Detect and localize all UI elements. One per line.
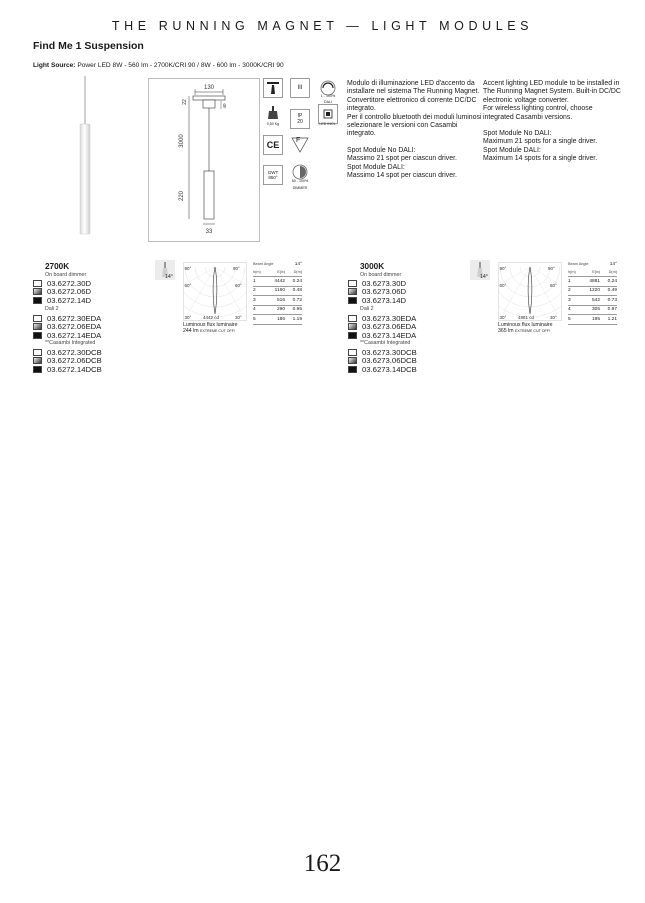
finish-swatch — [348, 332, 357, 339]
col-diameter: D(m) — [608, 270, 617, 274]
finish-swatch — [348, 288, 357, 295]
product-code-row — [348, 314, 416, 323]
desc-en-p1: Accent lighting LED module to be installed in The Running Magnet System. Built-in DC/DC electronic voltage converter. — [483, 80, 621, 104]
desc-en-p2: For wireless lighting control, choose integrated Casambi versions. — [483, 105, 593, 121]
polar-angle-90-left: 90° — [499, 266, 507, 271]
finish-swatch — [33, 288, 42, 295]
dimming-range-top: 1 - 100% — [320, 94, 336, 98]
ip-label: IP — [297, 113, 303, 119]
beam-angle-label: Beam Angle — [253, 262, 274, 266]
table-row — [253, 287, 302, 297]
group-label-dimmer: On board dimmer — [360, 272, 402, 278]
cell-diameter: 0.97 — [607, 307, 617, 313]
desc-it-p5: Spot Module DALI: — [347, 163, 405, 171]
cell-diameter: 0.72 — [292, 297, 302, 303]
product-code: 03.6272.06EDA — [47, 322, 102, 332]
cell-height: 5 — [253, 316, 256, 322]
polar-light-diagram — [498, 262, 562, 322]
product-code: 03.6273.14DCB — [362, 364, 417, 374]
cell-illuminance: 1160 — [274, 288, 285, 294]
finish-swatch — [33, 366, 42, 373]
light-source-label: Light Source: — [33, 62, 76, 69]
finish-swatch — [348, 297, 357, 304]
class-iii-label: III — [297, 85, 303, 91]
product-name: Find Me 1 Suspension — [33, 40, 144, 52]
cell-illuminance: 1220 — [589, 288, 600, 294]
glow-wire-icon — [263, 165, 283, 185]
product-code-row — [348, 331, 416, 340]
polar-angle-60-right: 60° — [550, 283, 557, 288]
cell-diameter: 1.19 — [292, 316, 302, 322]
cell-diameter: 0.24 — [292, 278, 302, 284]
flux-value: 244 lm — [183, 328, 199, 334]
finish-swatch — [348, 357, 357, 364]
product-code: 03.6272.14EDA — [47, 330, 102, 340]
ce-mark-icon — [263, 135, 283, 155]
ce-label: CE — [266, 140, 280, 150]
desc-it-p4: Massimo 21 spot per ciascun driver. — [347, 155, 457, 163]
group-label-casambi: **Casambi Integrated — [45, 340, 96, 346]
product-code-row — [33, 279, 91, 288]
finish-swatch — [33, 332, 42, 339]
product-code-row — [33, 357, 102, 366]
col-height: h(m) — [253, 270, 261, 274]
polar-peak-intensity: 4881 cd — [518, 315, 535, 320]
table-header — [253, 268, 302, 277]
desc-it-p1: Modulo di illuminazione LED d'accento da installare nel sistema The Running Magnet. Convertitore elettronico di corrente DC/DC integrato. — [347, 80, 480, 113]
product-code: 03.6273.30DCB — [362, 347, 417, 357]
finish-swatch — [33, 349, 42, 356]
light-source-value: Power LED 8W - 560 lm - 2700K/CRI 90 / 8W - 600 lm - 3000K/CRI 90 — [77, 62, 284, 69]
polar-angle-90-right: 90° — [233, 266, 240, 271]
polar-angle-60-left: 60° — [499, 283, 507, 288]
f-mark-icon — [290, 135, 310, 155]
gwt-value: 850° — [268, 175, 278, 180]
cell-diameter: 0.73 — [607, 297, 617, 303]
product-code: 03.6272.14DCB — [47, 364, 102, 374]
beam-illuminance-table — [253, 260, 302, 325]
dimming-range-bottom: 50 - 100% — [291, 179, 309, 183]
color-temperature: 3000K — [360, 262, 385, 271]
gwt-label: GWT — [267, 170, 279, 175]
product-code: 03.6272.14D — [47, 295, 92, 305]
cell-height: 5 — [568, 316, 571, 322]
product-code-row — [348, 357, 417, 366]
cell-diameter: 0.49 — [607, 288, 617, 294]
col-height: h(m) — [568, 270, 576, 274]
group-label-dimmer: On board dimmer — [45, 272, 87, 278]
product-code: 03.6273.14D — [362, 295, 407, 305]
dim-cable-length: 3000 — [179, 134, 185, 148]
cell-illuminance: 542 — [591, 297, 600, 303]
product-code: 03.6272.30DCB — [47, 347, 102, 357]
dimmer-label: DIMMER — [292, 186, 308, 190]
ip-rating-icon — [290, 109, 310, 129]
product-code-row — [348, 296, 406, 305]
finish-swatch — [33, 297, 42, 304]
cell-height: 1 — [253, 278, 256, 284]
cell-illuminance: 195 — [591, 316, 600, 322]
col-illuminance: E(lx) — [592, 270, 600, 274]
polar-peak-intensity: 4442 cd — [203, 315, 220, 320]
beam-angle-value: 14° — [609, 261, 617, 267]
desc-it-p3: Spot Module No DALI: — [347, 146, 416, 154]
product-code-row — [348, 279, 406, 288]
desc-en-p3: Spot Module No DALI: — [483, 130, 552, 138]
weight-label: 0,50 Kg — [266, 122, 280, 126]
dim-diameter: 33 — [205, 229, 213, 235]
desc-it-p2: Per il controllo bluetooth dei moduli luminosi selezionare le versioni con Casambi integrato. — [347, 113, 482, 138]
technical-drawing — [148, 78, 260, 242]
cell-height: 3 — [253, 297, 256, 303]
cell-illuminance: 4442 — [274, 278, 285, 284]
product-code-row — [348, 288, 406, 297]
cell-illuminance: 305 — [591, 307, 600, 313]
polar-angle-90-left: 90° — [184, 266, 192, 271]
product-code-row — [33, 365, 102, 374]
description-italian — [347, 80, 487, 180]
table-row — [568, 296, 617, 306]
beam-angle-tag: 14° — [164, 274, 173, 280]
class-iii-icon — [290, 78, 310, 98]
cell-diameter: 0.95 — [292, 307, 302, 313]
product-code-row — [33, 348, 102, 357]
luminous-flux-block — [183, 322, 238, 334]
product-code: 03.6273.14EDA — [362, 330, 417, 340]
polar-angle-30-right: 30° — [550, 315, 557, 320]
product-code-row — [348, 365, 417, 374]
product-code: 03.6273.06EDA — [362, 322, 417, 332]
luminous-flux-block — [498, 322, 553, 334]
product-code: 03.6273.30D — [362, 278, 407, 288]
beam-angle-tag: 14° — [479, 274, 488, 280]
polar-angle-30-left: 30° — [499, 315, 507, 320]
dim-small-b: 40 — [222, 103, 227, 109]
table-row — [568, 315, 617, 325]
table-row — [253, 315, 302, 325]
group-label-dali: Dali 2 — [360, 306, 374, 312]
cell-height: 4 — [568, 307, 571, 313]
cell-diameter: 0.24 — [607, 278, 617, 284]
product-code-row — [33, 314, 101, 323]
polar-angle-90-right: 90° — [548, 266, 555, 271]
product-code-row — [33, 288, 91, 297]
product-code-row — [33, 331, 101, 340]
page-number: 162 — [303, 850, 342, 877]
finish-swatch — [348, 366, 357, 373]
flux-label: Luminous flux luminaire — [183, 322, 238, 328]
table-row — [253, 306, 302, 316]
dim-body-length: 220 — [179, 190, 185, 202]
polar-angle-60-left: 60° — [184, 283, 192, 288]
product-code-row — [33, 323, 101, 332]
table-header — [568, 268, 617, 277]
led-included-icon — [318, 104, 338, 124]
col-illuminance: E(lx) — [277, 270, 285, 274]
f-mark-label: F — [296, 137, 301, 144]
ip-value: 20 — [297, 119, 303, 125]
table-row — [568, 306, 617, 316]
finish-swatch — [33, 357, 42, 364]
catalog-section-title: THE RUNNING MAGNET — LIGHT MODULES — [111, 19, 534, 33]
product-code: 03.6272.30EDA — [47, 313, 102, 323]
product-code: 03.6273.06D — [362, 287, 407, 297]
product-code-row — [348, 323, 416, 332]
cell-diameter: 1.21 — [607, 316, 617, 322]
polar-light-diagram — [183, 262, 247, 322]
desc-it-p6: Massimo 14 spot per ciascun driver. — [347, 172, 457, 180]
finish-swatch — [33, 323, 42, 330]
flux-label: Luminous flux luminaire — [498, 322, 553, 328]
cell-height: 4 — [253, 307, 256, 313]
cell-height: 3 — [568, 297, 571, 303]
product-code-row — [348, 348, 417, 357]
led-included-label: LED INCL. — [319, 122, 337, 126]
col-diameter: D(m) — [293, 270, 302, 274]
finish-swatch — [348, 315, 357, 322]
group-label-casambi: **Casambi Integrated — [360, 340, 411, 346]
cell-height: 2 — [253, 288, 256, 294]
track-mount-icon — [263, 78, 283, 98]
cell-height: 2 — [568, 288, 571, 294]
beam-illuminance-table — [568, 260, 617, 325]
product-code: 03.6273.30EDA — [362, 313, 417, 323]
table-row — [253, 296, 302, 306]
table-row — [568, 287, 617, 297]
product-code-row — [33, 296, 91, 305]
table-row — [253, 277, 302, 287]
group-label-dali: Dali 2 — [45, 306, 59, 312]
desc-en-p5: Spot Module DALI: — [483, 146, 541, 154]
finish-swatch — [33, 315, 42, 322]
cell-illuminance: 4881 — [589, 278, 600, 284]
cut-off-label: EXTREME CUT OFF! — [200, 329, 235, 333]
dim-small-a: 22 — [182, 99, 188, 105]
product-code: 03.6273.06DCB — [362, 356, 417, 366]
cell-height: 1 — [568, 278, 571, 284]
finish-swatch — [348, 280, 357, 287]
polar-angle-60-right: 60° — [235, 283, 242, 288]
table-row — [568, 277, 617, 287]
cut-off-label: EXTREME CUT OFF! — [515, 329, 550, 333]
dali-label: DALI — [324, 100, 332, 104]
lamp-shape-icon — [263, 104, 283, 124]
product-code: 03.6272.06DCB — [47, 356, 102, 366]
product-code: 03.6272.30D — [47, 278, 92, 288]
flux-value: 365 lm — [498, 328, 514, 334]
beam-angle-label: Beam Angle — [568, 262, 589, 266]
finish-swatch — [348, 349, 357, 356]
product-code: 03.6272.06D — [47, 287, 92, 297]
description-english — [483, 80, 623, 164]
beam-angle-value: 14° — [294, 261, 302, 267]
cell-diameter: 0.48 — [292, 288, 302, 294]
finish-swatch — [33, 280, 42, 287]
dim-width-top: 130 — [203, 85, 215, 91]
color-temperature: 2700K — [45, 262, 70, 271]
polar-angle-30-right: 30° — [235, 315, 242, 320]
desc-en-p4: Maximum 21 spots for a single driver. — [483, 138, 598, 146]
finish-swatch — [348, 323, 357, 330]
polar-angle-30-left: 30° — [184, 315, 192, 320]
cell-illuminance: 186 — [276, 316, 285, 322]
cell-illuminance: 516 — [276, 297, 285, 303]
product-photo — [70, 76, 100, 236]
cell-illuminance: 290 — [276, 307, 285, 313]
light-source-line — [33, 62, 284, 69]
desc-en-p6: Maximum 14 spots for a single driver. — [483, 155, 598, 163]
